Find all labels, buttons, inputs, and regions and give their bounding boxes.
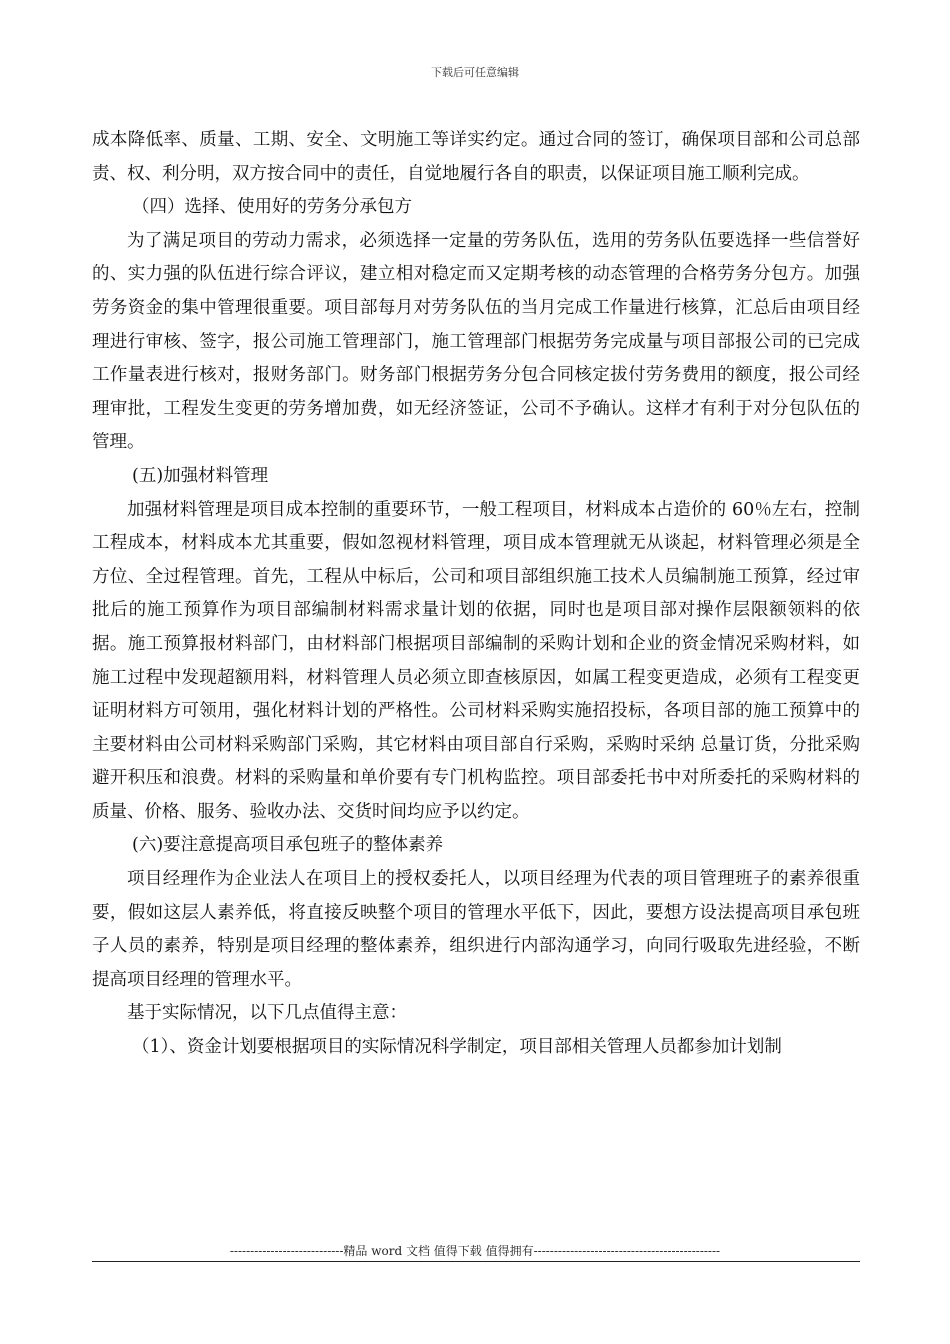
page-footer: ----------------------------精品 word 文档 值得下载 值得拥有---------------------------------------------- bbox=[229, 1244, 721, 1258]
paragraph-contract-summary: 成本降低率、质量、工期、安全、文明施工等详实约定。通过合同的签订，确保项目部和公司总部责、权、利分明，双方按合同中的责任，自觉地履行各自的职责，以保证项目施工顺利完成。 bbox=[92, 130, 860, 184]
paragraph-notes-intro: 基于实际情况，以下几点值得主意： bbox=[127, 1003, 407, 1024]
list-item-1: （1）、资金计划要根据项目的实际情况科学制定，项目部相关管理人员都参加计划制 bbox=[132, 1037, 782, 1058]
page-header: 下载后可任意编辑 bbox=[431, 66, 519, 79]
footer-divider bbox=[92, 1261, 860, 1262]
paragraph-team-quality: 项目经理作为企业法人在项目上的授权委托人，以项目经理为代表的项目管理班子的素养很重要，假如这层人素养低，将直接反映整个项目的管理水平低下，因此，要想方设法提高项目承包班子人员的素养，特别是项目经理的整体素养，组织进行内部沟通学习，向同行吸取先进经验，不断提高项目经理的管理水平。 bbox=[92, 869, 860, 990]
paragraph-labor-subcontract: 为了满足项目的劳动力需求，必须选择一定量的劳务队伍，选用的劳务队伍要选择一些信誉好的、实力强的队伍进行综合评议，建立相对稳定而又定期考核的动态管理的合格劳务分包方。加强劳务资金的集中管理很重要。项目部每月对劳务队伍的当月完成工作量进行核算，汇总后由项目经理进行审核、签字，报公司施工管理部门，施工管理部门根据劳务完成量与项目部报公司的已完成工作量表进行核对，报财务部门。财务部门根据劳务分包合同核定拔付劳务费用的额度，报公司经理审批，工程发生变更的劳务增加费，如无经济签证，公司不予确认。这样才有利于对分包队伍的管理。 bbox=[92, 230, 860, 453]
section-heading-5: (五)加强材料管理 bbox=[132, 465, 269, 486]
document-body bbox=[92, 124, 860, 1065]
paragraph-material-management: 加强材料管理是项目成本控制的重要环节，一般工程项目，材料成本占造价的 60％左右，控制工程成本，材料成本尤其重要，假如忽视材料管理，项目成本管理就无从谈起，材料管理必须是全方位、全过程管理。首先，工程从中标后，公司和项目部组织施工技术人员编制施工预算，经过审批后的施工预算作为项目部编制材料需求量计划的依据，同时也是项目部对操作层限额领料的依据。施工预算报材料部门，由材料部门根据项目部编制的采购计划和企业的资金情况采购材料，如施工过程中发现超额用料，材料管理人员必须立即查核原因，如属工程变更造成，必须有工程变更证明材料方可领用，强化材料计划的严格性。公司材料采购实施招投标，各项目部的施工预算中的主要材料由公司材料采购部门采购，其它材料由项目部自行采购，采购时采纳 总量订货，分批采购 避开积压和浪费。材料的采购量和单价要有专门机构监控。项目部委托书中对所委托的采购材料的质量、价格、服务、验收办法、交货时间均应予以约定。 bbox=[92, 499, 860, 822]
section-heading-6: (六)要注意提高项目承包班子的整体素养 bbox=[132, 835, 444, 856]
section-heading-4: （四）选择、使用好的劳务分承包方 bbox=[132, 197, 412, 218]
